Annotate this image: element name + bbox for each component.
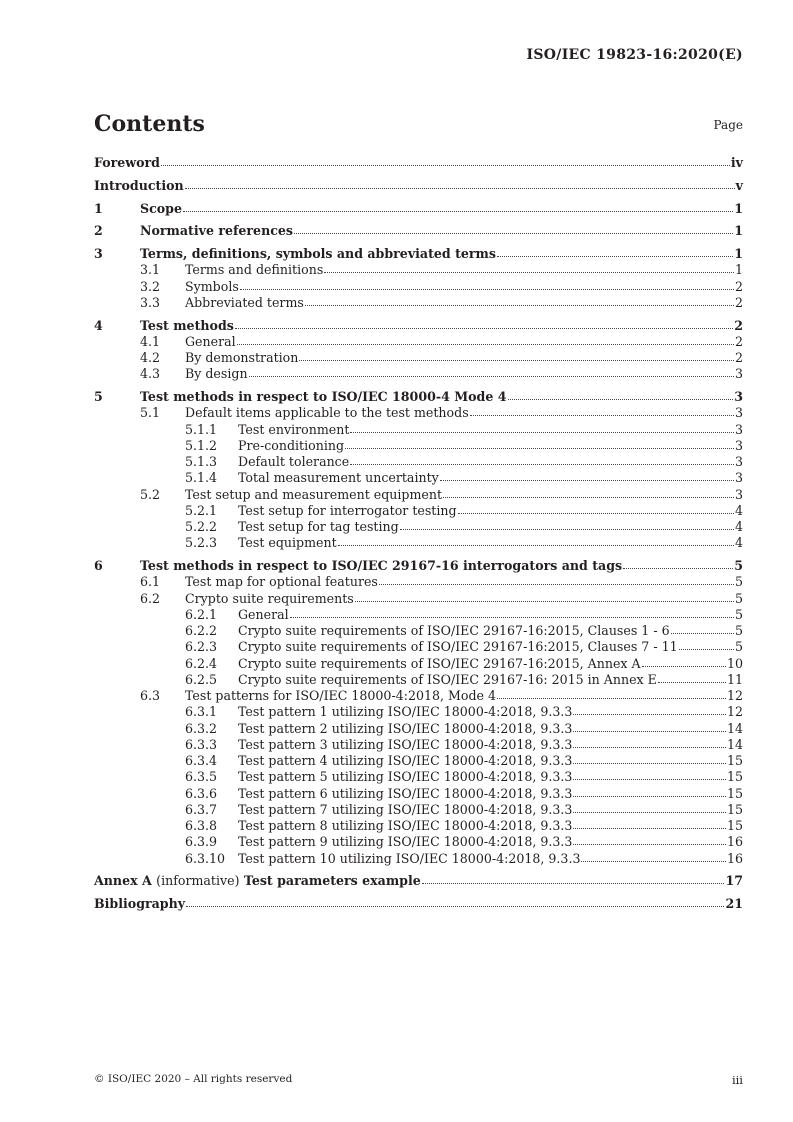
toc-entry-number: 6.2.2 (185, 623, 218, 638)
toc-entry-number: 6.2.1 (185, 606, 218, 622)
toc-entry-page: 10 (726, 655, 743, 671)
toc-entry-title: Default tolerance (238, 454, 350, 469)
table-of-contents (94, 155, 743, 912)
toc-entry-page: 15 (726, 753, 743, 768)
toc-entry-page: 1 (734, 223, 743, 239)
toc-entry-page: 3 (734, 486, 743, 502)
toc-entry-title: Test pattern 1 utilizing ISO/IEC 18000-4:2018, 9.3.3 (238, 704, 573, 720)
toc-entry[interactable] (94, 334, 743, 350)
dot-leader (355, 600, 734, 602)
toc-entry[interactable] (94, 672, 743, 688)
toc-entry-page: 3 (734, 389, 743, 404)
toc-entry-title: Test methods in respect to ISO/IEC 29167-16 interrogators and tags (140, 558, 623, 573)
dot-leader (642, 665, 726, 667)
toc-entry-page: 14 (726, 720, 743, 736)
toc-entry[interactable] (94, 704, 743, 720)
page-column-label: Page (713, 118, 743, 132)
toc-entry[interactable] (94, 896, 743, 912)
page-number: iii (731, 1073, 743, 1087)
toc-entry-title: Total measurement uncertainty (238, 470, 439, 486)
toc-entry-title: Default items applicable to the test methods (185, 405, 469, 421)
dot-leader (422, 882, 725, 884)
toc-entry-page: 15 (726, 801, 743, 817)
toc-entry-title: Test methods in respect to ISO/IEC 18000-4 Mode 4 (140, 389, 507, 404)
dot-leader (235, 327, 733, 329)
toc-entry-title: Test pattern 3 utilizing ISO/IEC 18000-4:2018, 9.3.3 (238, 736, 573, 752)
dot-leader (497, 697, 726, 699)
dot-leader (440, 479, 734, 481)
toc-entry-number: 6.3.1 (185, 704, 218, 720)
toc-entry-number: 6.3.8 (185, 818, 218, 833)
toc-entry-page: 2 (734, 317, 743, 333)
toc-entry-number: 6.3.4 (185, 753, 218, 768)
dot-leader (338, 544, 734, 546)
toc-entry-page: iv (730, 155, 743, 170)
toc-entry-number: 6 (94, 558, 103, 573)
toc-entry[interactable] (94, 688, 743, 704)
toc-entry-number: 5.1.3 (185, 454, 218, 469)
toc-entry-title: Introduction (94, 177, 184, 193)
toc-entry-title: Crypto suite requirements (185, 590, 354, 606)
toc-entry[interactable] (94, 769, 743, 785)
toc-entry[interactable] (94, 851, 743, 867)
toc-entry-number: 4.1 (140, 333, 161, 349)
dot-leader (350, 463, 734, 465)
toc-entry-page: 4 (734, 519, 743, 534)
dot-leader (573, 762, 726, 764)
toc-entry-number: 4 (94, 317, 103, 333)
toc-entry-page: 3 (734, 437, 743, 453)
toc-entry-page: 3 (734, 454, 743, 469)
toc-entry[interactable] (94, 246, 743, 262)
toc-entry-number: 3 (94, 246, 103, 261)
toc-entry-number: 5.1.2 (185, 437, 218, 453)
toc-entry[interactable] (94, 422, 743, 438)
toc-entry-page: 15 (726, 818, 743, 833)
toc-entry-number: 6.3.7 (185, 801, 218, 817)
dot-leader (443, 496, 734, 498)
toc-entry-page: 3 (734, 421, 743, 437)
toc-entry-page: 12 (726, 688, 743, 703)
toc-entry-title: Test setup for tag testing (238, 519, 399, 534)
dot-leader (183, 210, 733, 212)
toc-entry-title: Foreword (94, 155, 160, 170)
toc-entry-title: Bibliography (94, 896, 186, 911)
toc-entry[interactable] (94, 295, 743, 311)
dot-leader (623, 567, 733, 569)
toc-entry[interactable] (94, 389, 743, 405)
toc-entry-number: 4.3 (140, 366, 161, 382)
toc-entry[interactable] (94, 558, 743, 574)
toc-entry-page: 15 (726, 769, 743, 785)
dot-leader (305, 304, 734, 306)
toc-entry-title: Test pattern 5 utilizing ISO/IEC 18000-4:2018, 9.3.3 (238, 769, 573, 785)
dot-leader (400, 528, 734, 530)
toc-entry[interactable] (94, 487, 743, 503)
toc-entry[interactable] (94, 639, 743, 655)
toc-entry-title: Crypto suite requirements of ISO/IEC 29167-16:2015, Clauses 7 - 11 (238, 639, 678, 655)
toc-entry[interactable] (94, 318, 743, 334)
toc-entry[interactable] (94, 155, 743, 171)
document-id: ISO/IEC 19823-16:2020(E) (526, 47, 743, 63)
toc-entry[interactable] (94, 753, 743, 769)
toc-entry-title: Crypto suite requirements of ISO/IEC 29167-16:2015, Clauses 1 - 6 (238, 623, 670, 638)
toc-entry-number: 5.1.1 (185, 421, 218, 437)
dot-leader (345, 447, 734, 449)
toc-entry[interactable] (94, 818, 743, 834)
toc-entry-title: Test pattern 7 utilizing ISO/IEC 18000-4:2018, 9.3.3 (238, 801, 573, 817)
toc-entry-page: 1 (734, 262, 743, 278)
toc-entry[interactable] (94, 721, 743, 737)
toc-entry[interactable] (94, 350, 743, 366)
toc-entry-title: Test pattern 2 utilizing ISO/IEC 18000-4:2018, 9.3.3 (238, 720, 573, 736)
toc-entry-page: 2 (734, 350, 743, 365)
dot-leader (573, 713, 726, 715)
toc-entry[interactable] (94, 470, 743, 486)
toc-entry-page: 5 (734, 574, 743, 590)
toc-entry[interactable] (94, 656, 743, 672)
toc-entry-page: 11 (726, 671, 743, 687)
toc-entry[interactable] (94, 519, 743, 535)
toc-entry-number: 5.2 (140, 486, 161, 502)
dot-leader (379, 583, 734, 585)
toc-entry-page: 4 (734, 535, 743, 551)
toc-entry-number: 6.3 (140, 688, 161, 703)
dot-leader (249, 375, 734, 377)
toc-entry-number: 6.3.6 (185, 785, 218, 801)
toc-entry-page: 5 (734, 558, 743, 573)
dot-leader (573, 843, 726, 845)
toc-entry-title: Test patterns for ISO/IEC 18000-4:2018, Mode 4 (185, 688, 497, 703)
toc-entry-number: 6.2.4 (185, 655, 218, 671)
toc-entry[interactable] (94, 574, 743, 590)
toc-entry-page: 3 (734, 366, 743, 382)
toc-entry-number: 5 (94, 389, 103, 404)
dot-leader (237, 343, 734, 345)
toc-entry-number: 6.3.10 (185, 850, 226, 866)
toc-entry-page: 1 (734, 246, 743, 261)
toc-entry-page: 16 (726, 834, 743, 850)
toc-entry[interactable] (94, 178, 743, 194)
toc-entry-number: 2 (94, 223, 103, 239)
toc-entry-number: 4.2 (140, 350, 161, 365)
dot-leader (573, 778, 726, 780)
dot-leader (573, 811, 726, 813)
copyright-notice: © ISO/IEC 2020 – All rights reserved (94, 1073, 293, 1085)
toc-entry-number: 3.3 (140, 294, 161, 310)
toc-entry-number: 3.1 (140, 262, 161, 278)
toc-entry-title: Test pattern 6 utilizing ISO/IEC 18000-4:2018, 9.3.3 (238, 785, 573, 801)
toc-entry-title: Crypto suite requirements of ISO/IEC 29167-16:2015, Annex A (238, 655, 641, 671)
toc-entry-title: Test pattern 9 utilizing ISO/IEC 18000-4:2018, 9.3.3 (238, 834, 573, 850)
dot-leader (186, 905, 724, 907)
toc-entry-number: 3.2 (140, 278, 161, 294)
toc-entry-page: 3 (734, 405, 743, 421)
toc-entry-page: 3 (734, 470, 743, 486)
toc-entry-title: By design (185, 366, 248, 382)
toc-entry-title: Test map for optional features (185, 574, 378, 590)
toc-entry-number: 6.1 (140, 574, 161, 590)
toc-entry-title: Crypto suite requirements of ISO/IEC 29167-16: 2015 in Annex E (238, 671, 657, 687)
toc-entry-title: Terms, definitions, symbols and abbreviated terms (140, 246, 496, 261)
toc-entry-page: 15 (726, 785, 743, 801)
toc-entry-number: 5.2.3 (185, 535, 218, 551)
toc-entry-number: 5.2.2 (185, 519, 218, 534)
toc-entry-page: 2 (734, 294, 743, 310)
toc-entry-number: 6.2.5 (185, 671, 218, 687)
toc-entry-title: Normative references (140, 223, 294, 239)
toc-entry[interactable] (94, 503, 743, 519)
toc-entry[interactable] (94, 262, 743, 278)
toc-entry-title-continued: Test parameters example (243, 873, 421, 889)
toc-entry[interactable] (94, 279, 743, 295)
toc-entry[interactable] (94, 834, 743, 850)
toc-entry-number: 5.1.4 (185, 470, 218, 486)
toc-entry[interactable] (94, 591, 743, 607)
toc-entry-title: Test pattern 10 utilizing ISO/IEC 18000-4:2018, 9.3.3 (238, 850, 581, 866)
toc-entry-note: (informative) (156, 873, 240, 889)
toc-entry[interactable] (94, 607, 743, 623)
dot-leader (324, 271, 734, 273)
toc-entry-title: Annex A (94, 873, 152, 889)
toc-entry-page: 12 (726, 704, 743, 720)
toc-entry-title: Test setup and measurement equipment (185, 486, 443, 502)
toc-entry-number: 6.3.5 (185, 769, 218, 785)
dot-leader (671, 632, 734, 634)
toc-entry-page: 5 (734, 606, 743, 622)
dot-leader (299, 359, 734, 361)
toc-entry[interactable] (94, 737, 743, 753)
dot-leader (573, 827, 726, 829)
toc-entry[interactable] (94, 366, 743, 382)
toc-entry-page: 5 (734, 623, 743, 638)
dot-leader (350, 431, 734, 433)
toc-entry[interactable] (94, 454, 743, 470)
toc-entry-page: 5 (734, 639, 743, 655)
toc-entry[interactable] (94, 786, 743, 802)
toc-entry-title: General (185, 333, 236, 349)
toc-entry-number: 5.1 (140, 405, 161, 421)
dot-leader (185, 187, 735, 189)
toc-entry-title: Pre-conditioning (238, 437, 345, 453)
toc-entry-number: 6.2.3 (185, 639, 218, 655)
toc-entry-title: Abbreviated terms (185, 294, 304, 310)
toc-entry-page: 16 (726, 850, 743, 866)
dot-leader (458, 512, 734, 514)
toc-entry-page: 2 (734, 278, 743, 294)
dot-leader (240, 288, 734, 290)
toc-entry-number: 6.3.9 (185, 834, 218, 850)
toc-entry-title: Test pattern 8 utilizing ISO/IEC 18000-4:2018, 9.3.3 (238, 818, 573, 833)
dot-leader (658, 681, 726, 683)
toc-entry-number: 6.3.2 (185, 720, 218, 736)
toc-entry[interactable] (94, 405, 743, 421)
toc-entry[interactable] (94, 623, 743, 639)
toc-entry-page: 1 (734, 200, 743, 216)
dot-leader (470, 414, 734, 416)
toc-entry-title: Test equipment (238, 535, 337, 551)
dot-leader (573, 795, 726, 797)
toc-entry-title: Test environment (238, 421, 350, 437)
toc-entry[interactable] (94, 535, 743, 551)
toc-entry[interactable] (94, 438, 743, 454)
toc-entry-title: Test methods (140, 317, 234, 333)
toc-entry[interactable] (94, 802, 743, 818)
toc-entry-page: 14 (726, 736, 743, 752)
dot-leader (497, 255, 733, 257)
toc-entry-page: 17 (725, 873, 743, 889)
toc-entry-page: 2 (734, 333, 743, 349)
toc-entry-title: Terms and definitions (185, 262, 324, 278)
dot-leader (573, 746, 726, 748)
dot-leader (294, 232, 733, 234)
dot-leader (290, 616, 734, 618)
toc-entry-number: 6.2 (140, 590, 161, 606)
toc-entry[interactable] (94, 873, 743, 889)
toc-entry-title: Scope (140, 200, 182, 216)
page-title: Contents (94, 111, 205, 137)
dot-leader (508, 398, 734, 400)
toc-entry-page: 4 (734, 502, 743, 518)
toc-entry[interactable] (94, 223, 743, 239)
toc-entry-number: 6.3.3 (185, 736, 218, 752)
toc-entry-title: General (238, 606, 289, 622)
toc-entry-page: 21 (725, 896, 743, 911)
toc-entry-page: v (735, 177, 743, 193)
toc-entry-title: By demonstration (185, 350, 299, 365)
toc-entry-title: Symbols (185, 278, 239, 294)
dot-leader (679, 648, 734, 650)
toc-entry-title: Test pattern 4 utilizing ISO/IEC 18000-4:2018, 9.3.3 (238, 753, 573, 768)
dot-leader (161, 164, 730, 166)
dot-leader (581, 860, 726, 862)
toc-entry-title: Test setup for interrogator testing (238, 502, 457, 518)
toc-entry-number: 5.2.1 (185, 502, 218, 518)
toc-entry[interactable] (94, 201, 743, 217)
dot-leader (573, 730, 726, 732)
toc-entry-number: 1 (94, 200, 103, 216)
toc-entry-page: 5 (734, 590, 743, 606)
